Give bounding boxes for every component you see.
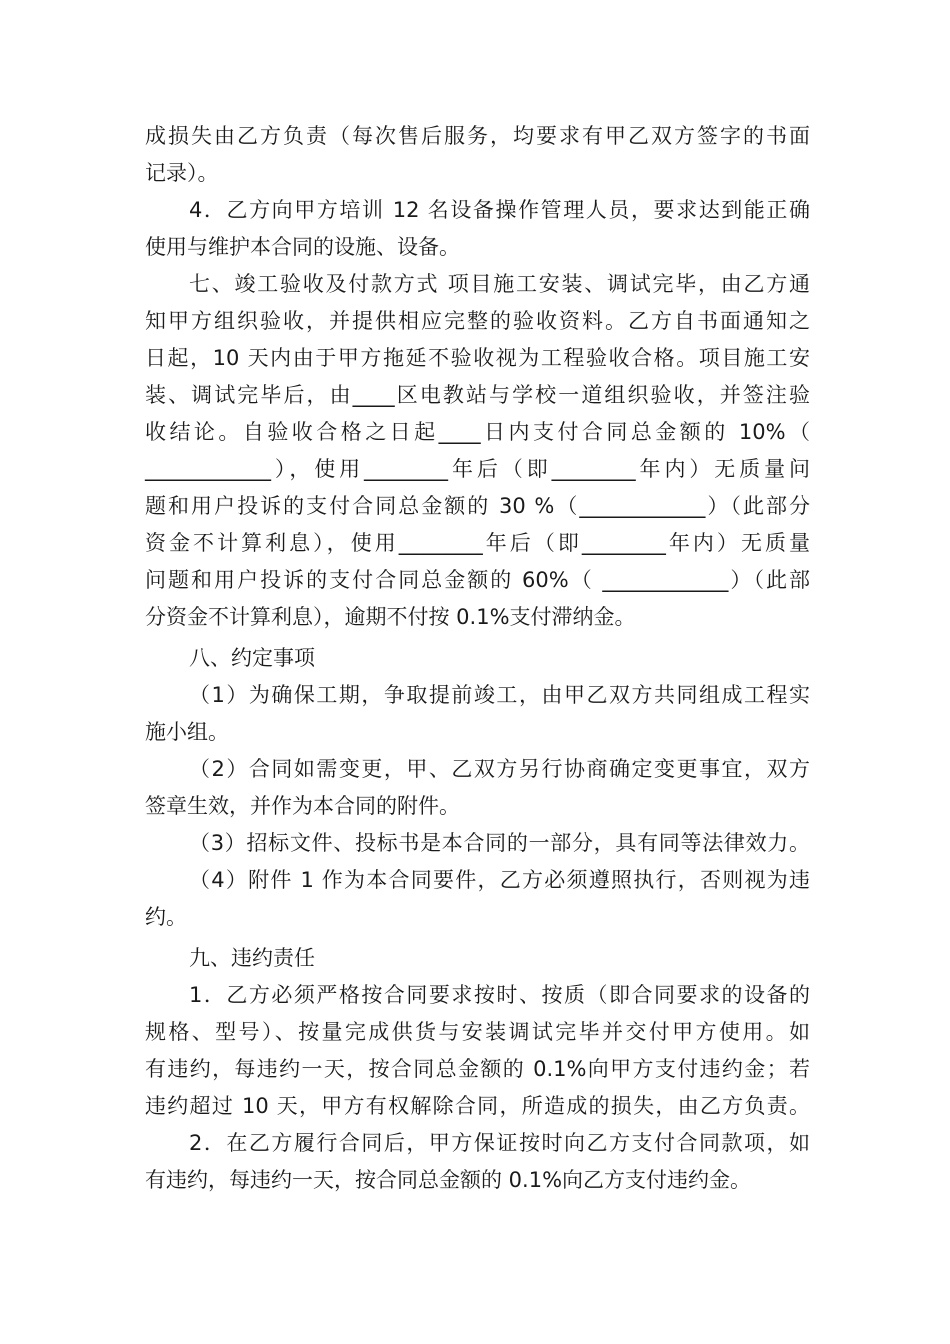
text-line: 成损失由乙方负责（每次售后服务，均要求有甲乙双方签字的书面 — [145, 124, 810, 148]
text-line: （3）招标文件、投标书是本合同的一部分，具有同等法律效力。 — [189, 831, 810, 855]
text-line: 问题和用户投诉的支付合同总金额的 60%（ ____________）（此部 — [145, 568, 810, 592]
text-line: 违约超过 10 天，甲方有权解除合同，所造成的损失，由乙方负责。 — [145, 1094, 810, 1118]
text-line: 1．乙方必须严格按合同要求按时、按质（即合同要求的设备的 — [189, 983, 810, 1007]
text-line: ____________），使用________年后（即________年内）无质量问 — [145, 457, 810, 481]
section-heading: 八、约定事项 — [189, 646, 315, 670]
text-line: 装、调试完毕后，由____区电教站与学校一道组织验收，并签注验 — [145, 383, 810, 407]
text-line: 分资金不计算利息），逾期不付按 0.1%支付滞纳金。 — [145, 605, 636, 629]
text-line: 约。 — [145, 905, 187, 929]
text-line: 签章生效，并作为本合同的附件。 — [145, 794, 460, 818]
text-line: 知甲方组织验收，并提供相应完整的验收资料。乙方自书面通知之 — [145, 309, 810, 333]
text-line: 规格、型号）、按量完成供货与安装调试完毕并交付甲方使用。如 — [145, 1020, 810, 1044]
text-line: （4）附件 1 作为本合同要件，乙方必须遵照执行，否则视为违 — [189, 868, 810, 892]
text-line: 2．在乙方履行合同后，甲方保证按时向乙方支付合同款项，如 — [189, 1131, 810, 1155]
text-line: 资金不计算利息），使用________年后（即________年内）无质量 — [145, 531, 810, 555]
text-line: 有违约，每违约一天，按合同总金额的 0.1%向甲方支付违约金；若 — [145, 1057, 810, 1081]
text-line: （2）合同如需变更，甲、乙双方另行协商确定变更事宜，双方 — [189, 757, 810, 781]
text-line: 有违约，每违约一天，按合同总金额的 0.1%向乙方支付违约金。 — [145, 1168, 752, 1192]
text-line: 收结论。自验收合格之日起____日内支付合同总金额的 10%（ — [145, 420, 810, 444]
text-line: 日起，10 天内由于甲方拖延不验收视为工程验收合格。项目施工安 — [145, 346, 810, 370]
text-line: 题和用户投诉的支付合同总金额的 30 %（____________）（此部分 — [145, 494, 810, 518]
text-line: 七、竣工验收及付款方式 项目施工安装、调试完毕，由乙方通 — [189, 272, 810, 296]
text-line: （1）为确保工期，争取提前竣工，由甲乙双方共同组成工程实 — [189, 683, 810, 707]
text-line: 4．乙方向甲方培训 12 名设备操作管理人员，要求达到能正确 — [189, 198, 810, 222]
text-line: 记录）。 — [145, 161, 219, 185]
text-line: 施小组。 — [145, 720, 229, 744]
section-heading: 九、违约责任 — [189, 946, 315, 970]
text-line: 使用与维护本合同的设施、设备。 — [145, 235, 460, 259]
